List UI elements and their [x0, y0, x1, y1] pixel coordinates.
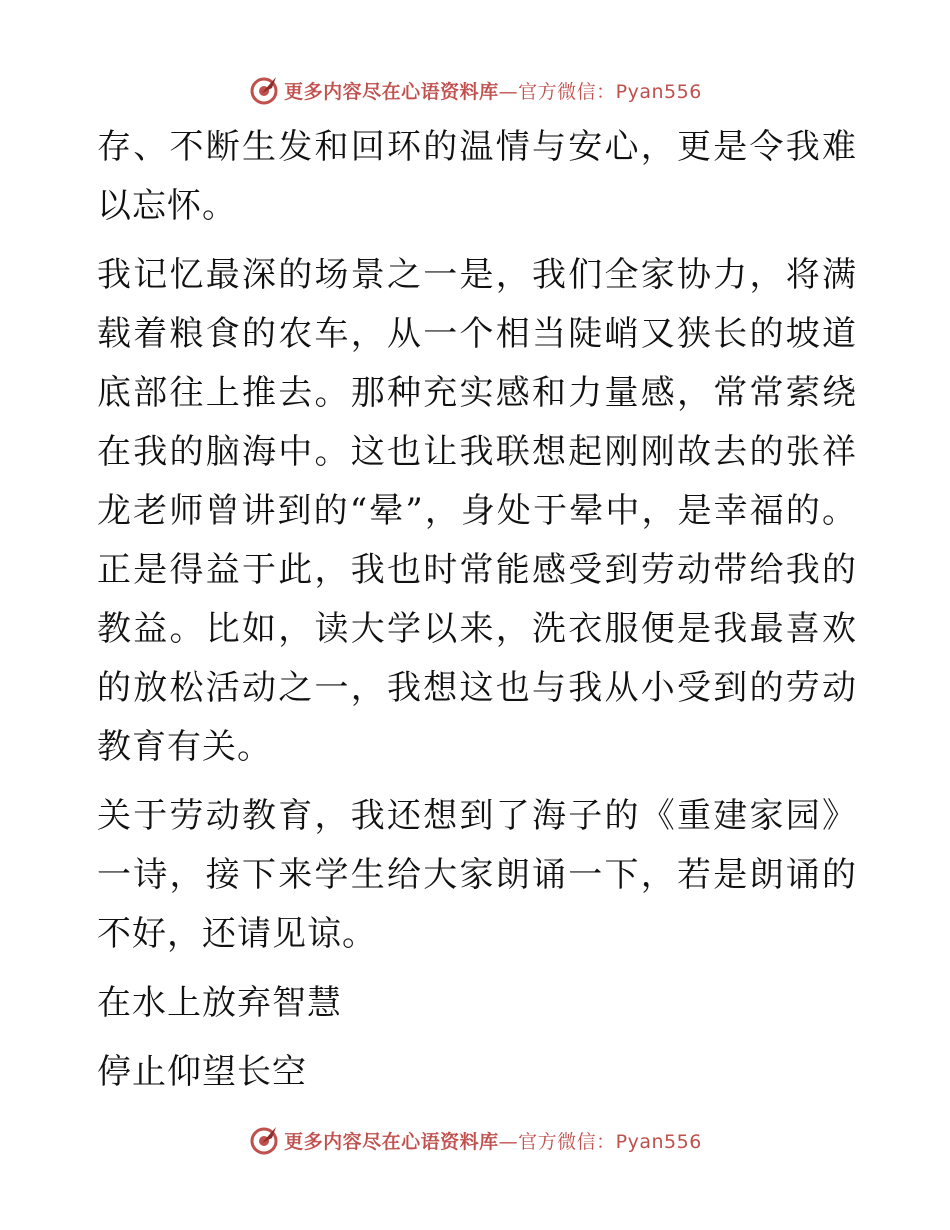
- footer-banner-sep: —: [498, 1130, 519, 1153]
- header-banner: [0, 70, 950, 110]
- paragraph-2: 我记忆最深的场景之一是，我们全家协力，将满载着粮食的农车，从一个相当陡峭又狭长的坡道底部往上推去。那种充实感和力量感，常常萦绕在我的脑海中。这也让我联想起刚刚故去的张祥龙老师曾讲到的“晕”，身处于晕中，是幸福的。正是得益于此，我也时常能感受到劳动带给我的教益。比如，读大学以来，洗衣服便是我最喜欢的放松活动之一，我想这也与我从小受到的劳动教育有关。: [97, 255, 857, 767]
- header-banner-sep: —: [498, 80, 519, 103]
- poem-line-2: 停止仰望长空: [97, 1052, 307, 1092]
- footer-banner-text: [284, 1127, 702, 1154]
- paragraph-1: 存、不断生发和回环的温情与安心，更是令我难以忘怀。: [97, 127, 857, 226]
- header-banner-text: [284, 77, 702, 104]
- footer-banner: [0, 1120, 950, 1160]
- header-banner-rest: 官方微信：Pyan556: [518, 80, 702, 103]
- header-banner-main: 更多内容尽在心语资料库: [284, 80, 499, 103]
- footer-banner-main: 更多内容尽在心语资料库: [284, 1130, 499, 1153]
- footer-banner-rest: 官方微信：Pyan556: [518, 1130, 702, 1153]
- quill-logo-icon: [248, 1124, 280, 1156]
- document-body: [97, 118, 857, 1112]
- poem-line-1: 在水上放弃智慧: [97, 983, 342, 1023]
- quill-logo-icon: [248, 74, 280, 106]
- paragraph-3: 关于劳动教育，我还想到了海子的《重建家园》一诗，接下来学生给大家朗诵一下，若是朗诵的不好，还请见谅。: [97, 796, 857, 954]
